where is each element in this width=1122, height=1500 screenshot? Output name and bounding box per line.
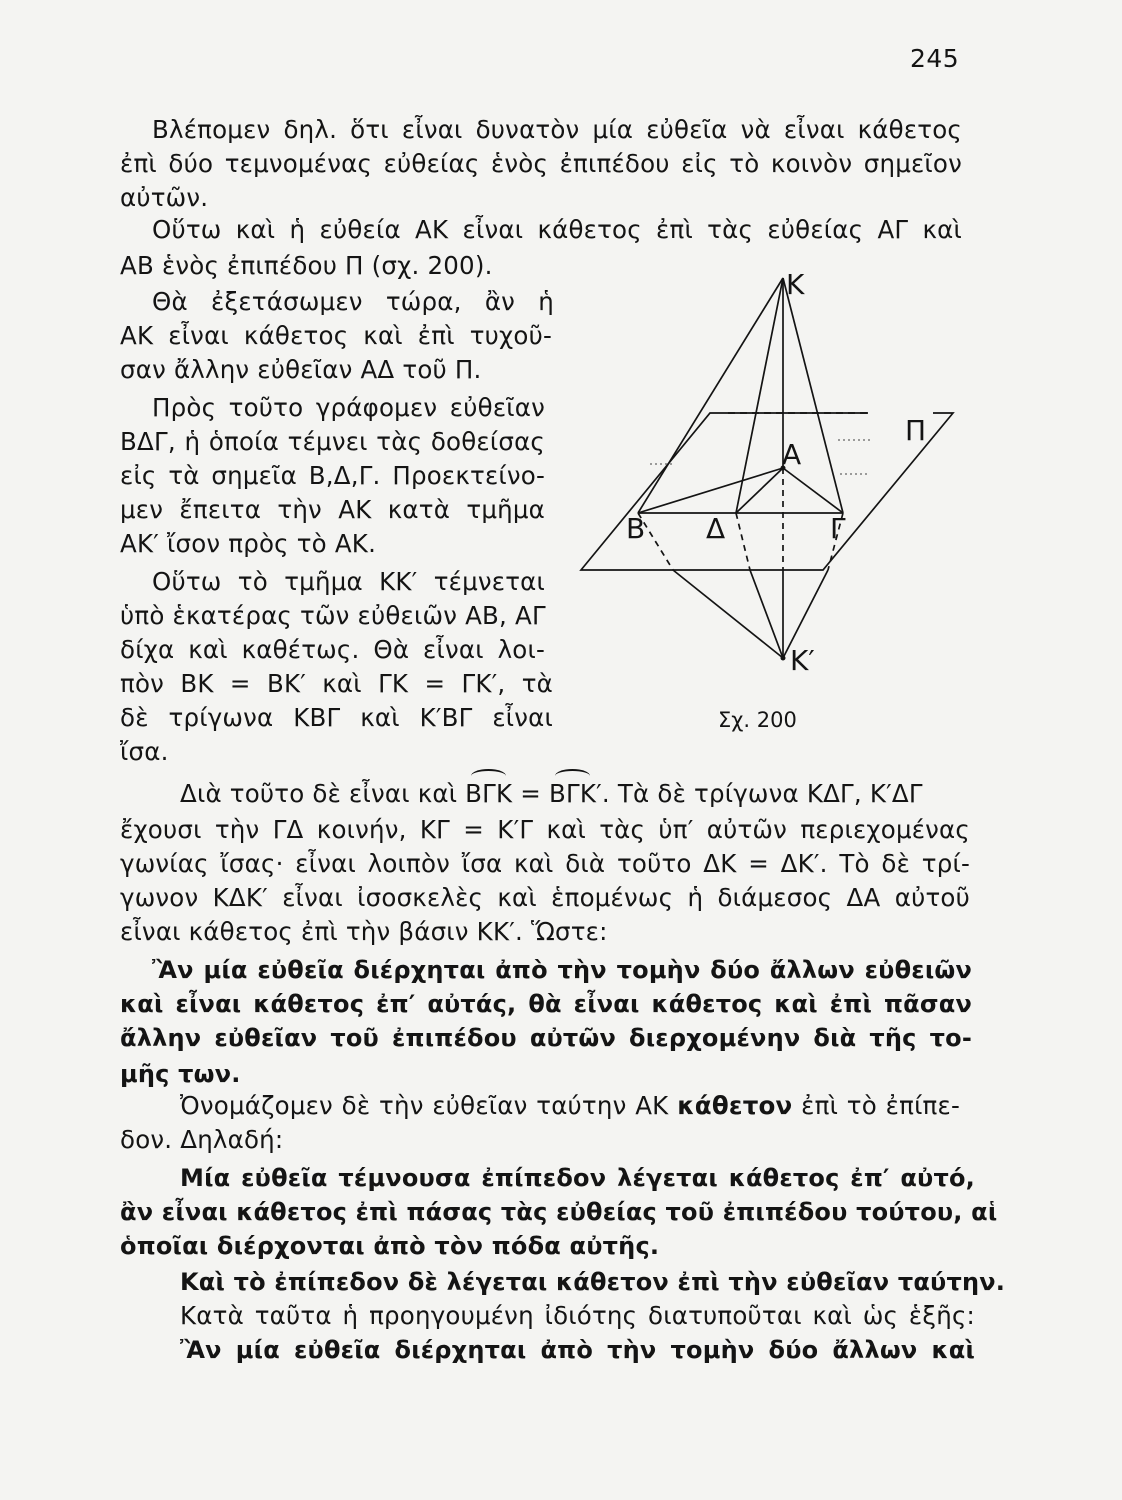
text-line: δὲ τρίγωνα ΚΒΓ καὶ Κ′ΒΓ εἶναι xyxy=(120,703,553,732)
definition-line: Μία εὐθεῖα τέμνουσα ἐπίπεδον λέγεται κάθετος ἐπ′ αὐτό, xyxy=(180,1164,975,1192)
text-line: γωνίας ἴσας· εἶναι λοιπὸν ἴσα καὶ διὰ τοῦτο ΔΚ = ΔΚ′. Τὸ δὲ τρί- xyxy=(120,849,970,878)
text-line: μεν ἔπειτα τὴν ΑΚ κατὰ τμῆμα xyxy=(120,495,545,524)
point-k-prime xyxy=(781,656,786,661)
text-line: γωνον ΚΔΚ′ εἶναι ἰσοσκελὲς καὶ ἑπομένως ἡ διάμεσος ΔΑ αὐτοῦ xyxy=(120,883,970,912)
text-line: ΑΒ ἑνὸς ἐπιπέδου Π (σχ. 200). xyxy=(120,251,493,280)
text-line-definition xyxy=(180,1090,960,1122)
label-a: Α xyxy=(782,438,802,471)
text-segment: ′. Τὰ δὲ τρίγωνα ΚΔΓ, Κ′ΔΓ xyxy=(596,779,923,808)
label-pi: Π xyxy=(905,414,927,447)
text-line: Θὰ ἐξετάσωμεν τώρα, ἂν ἡ xyxy=(152,287,554,316)
angle-bgk: ΒΓΚ xyxy=(465,779,513,808)
definition-line: ἂν εἶναι κάθετος ἐπὶ πάσας τὰς εὐθείας τοῦ ἐπιπέδου τούτου, αἱ xyxy=(120,1198,998,1226)
segment-kb xyxy=(638,278,783,513)
text-line: Οὕτω καὶ ἡ εὐθεία ΑΚ εἶναι κάθετος ἐπὶ τὰς εὐθείας ΑΓ καὶ xyxy=(152,215,962,244)
segment-kg xyxy=(783,278,843,513)
segment-kd xyxy=(736,278,783,513)
segment-dk-prime-hidden xyxy=(736,513,750,570)
text-line: αὐτῶν. xyxy=(120,183,209,212)
angle-bgk-prime: ΒΓΚ xyxy=(549,779,597,808)
text-line: ἴσα. xyxy=(120,737,169,766)
text-line: Βλέπομεν δηλ. ὅτι εἶναι δυνατὸν μία εὐθεῖα νὰ εἶναι κάθετος xyxy=(152,115,962,144)
figure-200 xyxy=(578,268,968,748)
text-segment: Διὰ τοῦτο δὲ εἶναι καὶ xyxy=(180,779,466,808)
figure-caption: Σχ. 200 xyxy=(718,708,797,732)
theorem-line: Ἂν μία εὐθεῖα διέρχηται ἀπὸ τὴν τομὴν δύο ἄλλων εὐθειῶν xyxy=(152,956,972,984)
text-segment: Ὀνομάζομεν δὲ τὴν εὐθεῖαν ταύτην ΑΚ xyxy=(180,1091,678,1120)
definition-line: Καὶ τὸ ἐπίπεδον δὲ λέγεται κάθετον ἐπὶ τὴν εὐθεῖαν ταύτην. xyxy=(180,1268,1006,1296)
theorem-line: Ἂν μία εὐθεῖα διέρχηται ἀπὸ τὴν τομὴν δύο ἄλλων καὶ xyxy=(180,1336,975,1364)
label-b: Β xyxy=(626,512,646,545)
theorem-line: μῆς των. xyxy=(120,1060,241,1088)
label-k: Κ xyxy=(786,268,805,301)
text-line: Πρὸς τοῦτο γράφομεν εὐθεῖαν xyxy=(152,393,545,422)
text-line: ΒΔΓ, ἡ ὁποία τέμνει τὰς δοθείσας xyxy=(120,427,545,456)
text-line: Οὕτω τὸ τμῆμα ΚΚ′ τέμνεται xyxy=(152,567,545,596)
text-line: εἶναι κάθετος ἐπὶ τὴν βάσιν ΚΚ′. Ὥστε: xyxy=(120,917,608,946)
text-line: δον. Δηλαδή: xyxy=(120,1125,284,1154)
text-line: σαν ἄλλην εὐθεῖαν ΑΔ τοῦ Π. xyxy=(120,355,482,384)
page-number: 245 xyxy=(910,44,960,73)
label-g: Γ xyxy=(830,512,846,545)
text-line: ἐπὶ δύο τεμνομένας εὐθείας ἑνὸς ἐπιπέδου εἰς τὸ κοινὸν σημεῖον xyxy=(120,149,962,178)
text-line: ΑΚ εἶναι κάθετος καὶ ἐπὶ τυχοῦ- xyxy=(120,321,552,350)
text-line: ὑπὸ ἑκατέρας τῶν εὐθειῶν ΑΒ, ΑΓ xyxy=(120,601,546,630)
definition-line: ὁποῖαι διέρχονται ἀπὸ τὸν πόδα αὐτῆς. xyxy=(120,1232,660,1260)
text-line-angles xyxy=(180,778,923,810)
theorem-line: ἄλλην εὐθεῖαν τοῦ ἐπιπέδου αὐτῶν διερχομένην διὰ τῆς το- xyxy=(120,1024,972,1052)
text-line: ἔχουσι τὴν ΓΔ κοινήν, ΚΓ = Κ′Γ καὶ τὰς ὑπ′ αὐτῶν περιεχομένας xyxy=(120,815,970,844)
text-line: πὸν ΒΚ = ΒΚ′ καὶ ΓΚ = ΓΚ′, τὰ xyxy=(120,669,553,698)
label-k-prime: Κ′ xyxy=(790,644,815,677)
text-segment: = xyxy=(512,779,550,808)
perpendicular-line-plane-diagram xyxy=(578,268,968,748)
text-line: δίχα καὶ καθέτως. Θὰ εἶναι λοι- xyxy=(120,635,545,664)
text-line: Κατὰ ταῦτα ἡ προηγουμένη ἰδιότης διατυποῦται καὶ ὡς ἑξῆς: xyxy=(180,1301,975,1330)
plane-outline xyxy=(581,413,953,570)
theorem-line: καὶ εἶναι κάθετος ἐπ′ αὐτάς, θὰ εἶναι κάθετος καὶ ἐπὶ πᾶσαν xyxy=(120,990,972,1018)
text-line: ΑΚ′ ἴσον πρὸς τὸ ΑΚ. xyxy=(120,529,377,558)
text-line: εἰς τὰ σημεῖα Β,Δ,Γ. Προεκτείνο- xyxy=(120,461,545,490)
text-segment: ἐπὶ τὸ ἐπίπε- xyxy=(792,1091,960,1120)
bold-term: κάθετον xyxy=(677,1091,793,1120)
label-d: Δ xyxy=(706,512,726,545)
